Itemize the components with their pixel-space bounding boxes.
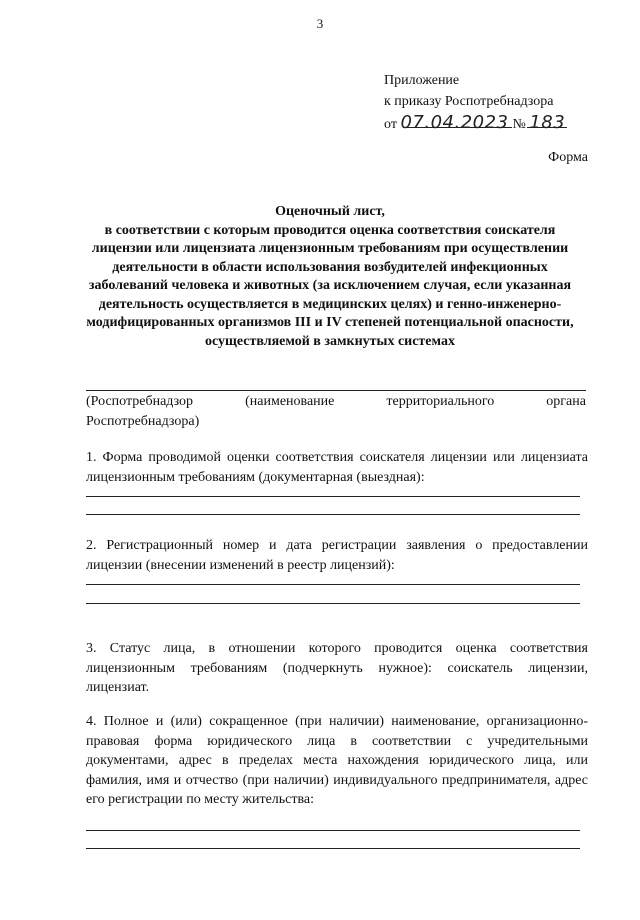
section-3-text: 3. Статус лица, в отношении которого проводится оценка соответствия лицензионным требованиям (подчеркнуть нужное): соискатель лицензии, лицензиат. [86,641,588,695]
title-line-1: Оценочный лист, [275,204,385,219]
org-caption-line-2: Роспотребнадзора) [86,414,200,429]
title-body: в соответствии с которым проводится оценка соответствия соискателя лицензии или лицензиата лицензионным требованиям при осуществлении деятельности в области использования возбудителей инфекционных заболеваний человека и животных (за исключением случая, если указанная деятельность осуществляется в медицинских целях) и генно-инженерно-модифицированных организмов III и IV степеней потенциальной опасности, осуществляемой в замкнутых системах [86,222,574,349]
section-1-field-line-1 [86,496,580,497]
section-2-field-line-1 [86,584,580,585]
number-sign: № [512,117,526,132]
section-1-text: 1. Форма проводимой оценки соответствия соискателя лицензии или лицензиата лицензионным требованиям (документарная (выездная): [86,450,588,485]
appendix-date-prefix: от [384,117,397,132]
number-underline [527,127,567,128]
appendix-line-1: Приложение [384,73,460,88]
section-2-text: 2. Регистрационный номер и дата регистрации заявления о предоставлении лицензии (внесении изменений в реестр лицензий): [86,538,588,573]
page-number: 3 [316,16,324,31]
date-underline [406,127,512,128]
document-title [80,203,580,351]
section-2-field-line-2 [86,603,580,604]
section-4-text: 4. Полное и (или) сокращенное (при наличии) наименование, организационно-правовая форма юридического лица в соответствии с учредительными документами, адрес в пределах места нахождения юридического лица, или фамилия, имя и отчество (при наличии) индивидуального предпринимателя, адрес его регистрации по месту жительства: [86,714,588,807]
appendix-line-2: к приказу Роспотребнадзора [384,94,554,109]
section-4-field-line-2 [86,848,580,849]
org-caption-word-4: органа [546,394,586,409]
appendix-block [384,70,565,135]
org-caption-word-2: (наименование [245,394,335,409]
org-name-line [86,390,586,391]
section-4-field-line-1 [86,830,580,831]
org-caption-word-3: территориального [386,394,495,409]
section-1-field-line-2 [86,514,580,515]
appendix-date-row [384,112,565,135]
form-label: Форма [548,150,588,165]
org-caption [86,394,586,410]
org-caption-word-1: (Роспотребнадзор [86,394,194,409]
handwritten-number: 183 [529,112,566,133]
handwritten-date: 07.04.2023 [400,112,509,133]
